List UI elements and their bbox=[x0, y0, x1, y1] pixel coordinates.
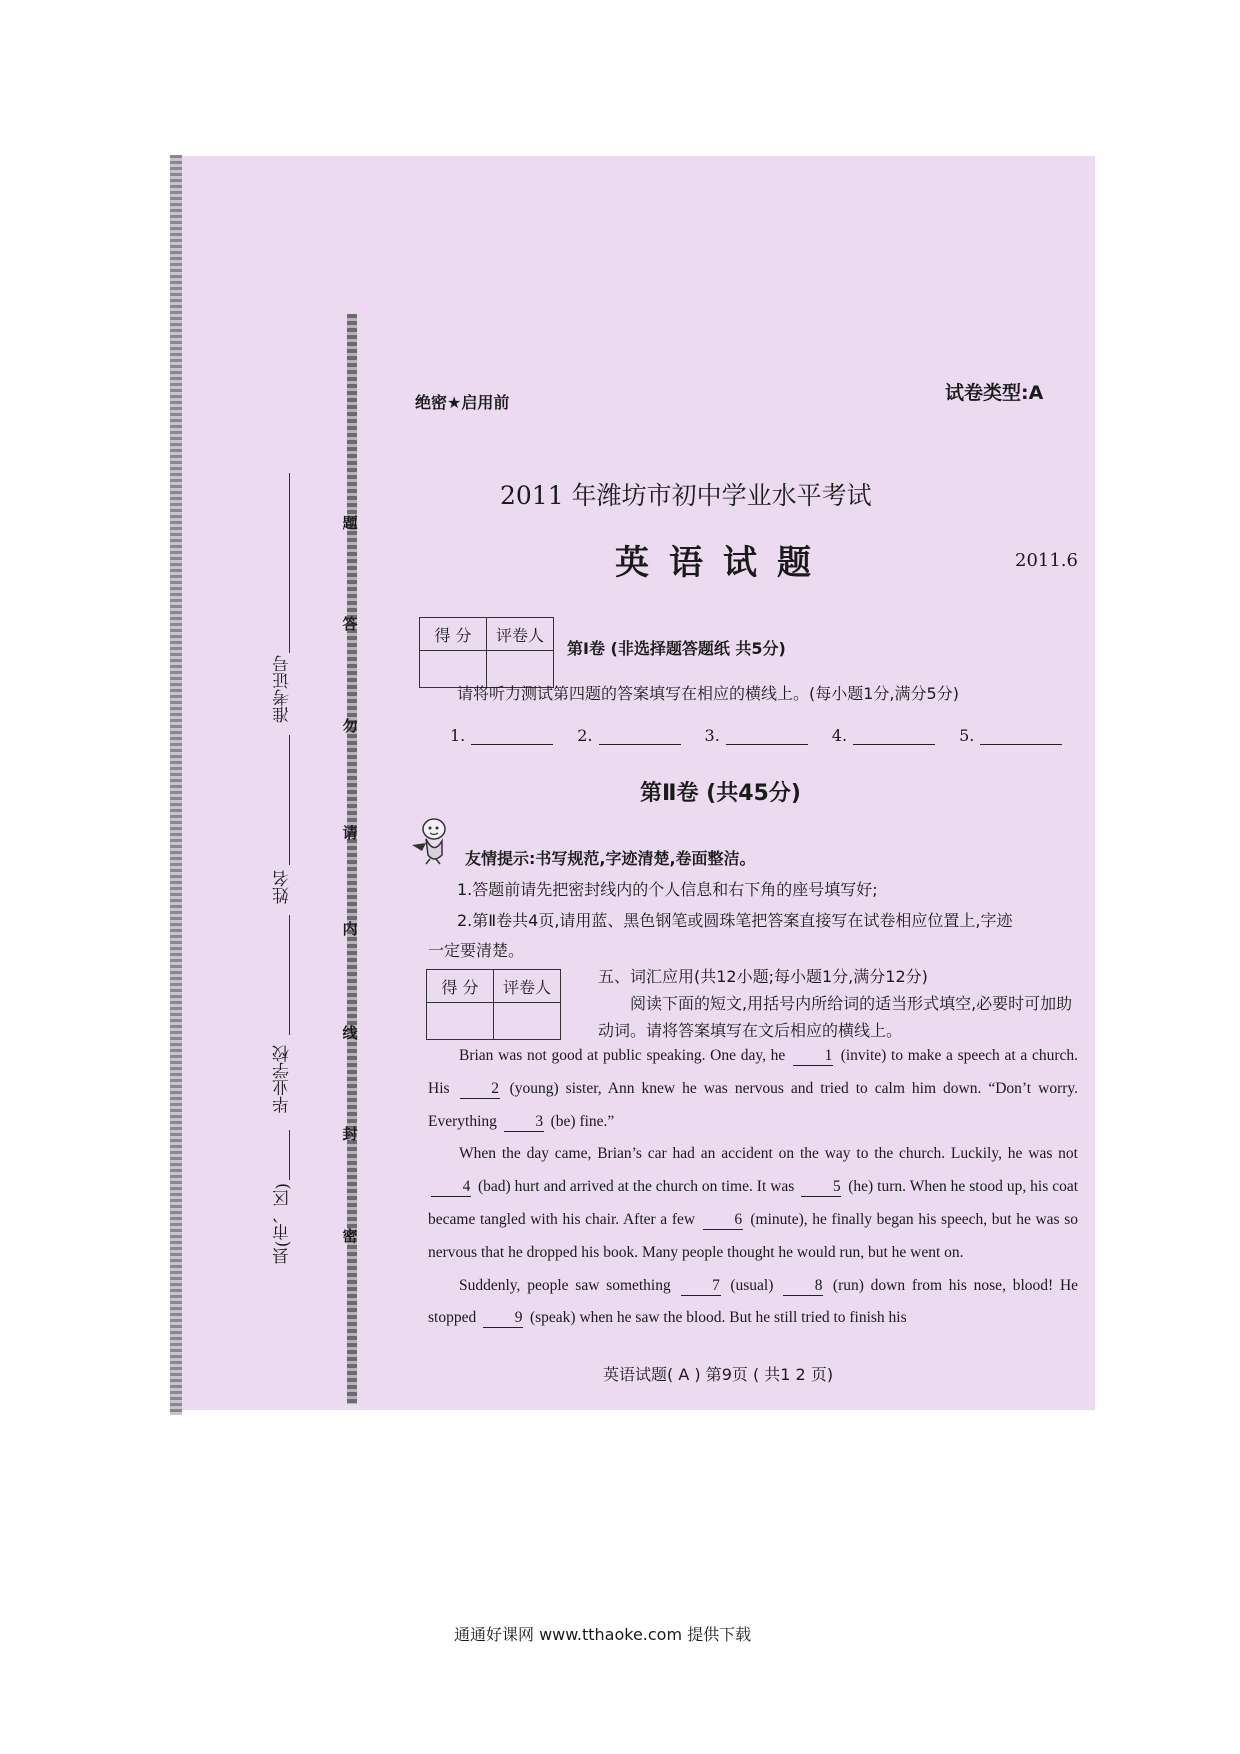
county-label: 县(市、区) bbox=[273, 1183, 293, 1265]
seal-char-5: 内 bbox=[342, 920, 358, 938]
blank-item[interactable] bbox=[832, 726, 935, 745]
grader-cell[interactable] bbox=[494, 1003, 561, 1040]
answer-line[interactable] bbox=[853, 728, 935, 745]
passage-text: When the day came, Brian’s car had an accident on the way to the church. Luckily, he was not bbox=[459, 1145, 1078, 1163]
page-footer: 英语试题( A ) 第9页 ( 共1 2 页) bbox=[603, 1365, 834, 1384]
blank-item[interactable] bbox=[959, 726, 1062, 745]
school-line[interactable] bbox=[289, 915, 290, 1035]
blank-item[interactable] bbox=[577, 726, 680, 745]
exam-id-line[interactable] bbox=[289, 473, 290, 653]
seal-char-2: 答 bbox=[342, 615, 358, 633]
part2-heading: 第Ⅱ卷 (共45分) bbox=[640, 781, 801, 806]
passage-text: (minute), he finally began his speech, but he was so nervous that he dropped his book. Many people thought he would run, but he went on. bbox=[428, 1210, 1079, 1261]
site-footer: 通通好课网 www.tthaoke.com 提供下载 bbox=[454, 1625, 752, 1644]
passage-text: Brian was not good at public speaking. One day, he bbox=[459, 1047, 786, 1064]
paper-type: 试卷类型:A bbox=[945, 382, 1044, 404]
answer-line[interactable] bbox=[980, 728, 1062, 745]
answer-line[interactable] bbox=[726, 728, 808, 745]
answer-blank-8[interactable]: 8 bbox=[783, 1277, 823, 1296]
passage-text: (bad) hurt and arrived at the church on time. It was bbox=[477, 1178, 795, 1196]
binding-edge bbox=[170, 155, 182, 1415]
blank-number: 3. bbox=[704, 726, 720, 745]
passage-text: (he) turn. When he stood up, his coat became tangled with his chair. After a few bbox=[428, 1178, 1079, 1228]
cloze-passage bbox=[428, 1040, 1078, 1335]
answer-blank-5[interactable]: 5 bbox=[801, 1178, 841, 1197]
answer-blank-1[interactable]: 1 bbox=[793, 1047, 833, 1066]
score-label: 得 分 bbox=[420, 618, 487, 651]
grader-label: 评卷人 bbox=[487, 618, 554, 651]
seal-char-3: 勿 bbox=[342, 717, 358, 735]
passage-text: (usual) bbox=[730, 1276, 774, 1294]
answer-blank-9[interactable]: 9 bbox=[483, 1309, 523, 1328]
paragraph-3 bbox=[428, 1270, 1078, 1336]
passage-text: (run) down from his nose, blood! He stopped bbox=[428, 1276, 1079, 1327]
part1-instruction: 请将听力测试第四题的答案填写在相应的横线上。(每小题1分,满分5分) bbox=[457, 684, 959, 703]
blank-item[interactable] bbox=[450, 726, 553, 745]
seal-char-8: 密 bbox=[342, 1227, 358, 1245]
section5-heading: 五、词汇应用(共12小题;每小题1分,满分12分) bbox=[598, 967, 928, 986]
score-cell[interactable] bbox=[427, 1003, 494, 1040]
passage-text: (speak) when he saw the blood. But he still tried to finish his bbox=[529, 1309, 907, 1327]
exam-date: 2011.6 bbox=[1015, 550, 1078, 571]
seal-char-7: 封 bbox=[342, 1125, 358, 1143]
blank-number: 4. bbox=[831, 726, 848, 745]
student-info-column bbox=[270, 465, 310, 1295]
passage-text: Suddenly, people saw something bbox=[459, 1276, 671, 1294]
blank-number: 2. bbox=[577, 726, 593, 745]
seal-char-6: 线 bbox=[342, 1024, 358, 1042]
paragraph-1 bbox=[428, 1040, 1078, 1138]
tip-2-line-1: 2.第Ⅱ卷共4页,请用蓝、黑色钢笔或圆珠笔把答案直接写在试卷相应位置上,字迹 bbox=[457, 911, 1013, 930]
passage-text: (young) sister, Ann knew he was nervous and tried to calm him down. “Don’t worry. Everything bbox=[428, 1079, 1079, 1130]
tip-1: 1.答题前请先把密封线内的个人信息和右下角的座号填写好; bbox=[457, 880, 878, 899]
secret-label: 绝密★启用前 bbox=[415, 393, 510, 412]
passage-text: (be) fine.” bbox=[550, 1112, 615, 1130]
school-label: 毕业学校 bbox=[273, 1045, 293, 1113]
blank-number: 1. bbox=[450, 726, 466, 745]
blank-item[interactable] bbox=[705, 726, 808, 745]
county-line[interactable] bbox=[289, 1130, 290, 1180]
tip-2-line-2: 一定要清楚。 bbox=[428, 941, 525, 960]
section5-instruction: 阅读下面的短文,用括号内所给词的适当形式填空,必要时可加助动词。请将答案填写在文后相应的横线上。 bbox=[598, 994, 1073, 1040]
exam-title: 2011 年潍坊市初中学业水平考试 bbox=[500, 481, 872, 510]
exam-id-label: 准考证号 bbox=[273, 655, 293, 723]
score-box-part1 bbox=[419, 617, 554, 688]
seal-char-1: 题 bbox=[342, 514, 358, 532]
name-label: 姓名 bbox=[273, 870, 293, 904]
answer-blank-4[interactable]: 4 bbox=[431, 1178, 471, 1197]
passage-text: (invite) to make a speech at a church. His bbox=[428, 1047, 1079, 1097]
blank-number: 5. bbox=[959, 726, 975, 745]
answer-blank-6[interactable]: 6 bbox=[703, 1211, 743, 1230]
score-box-section5 bbox=[426, 969, 561, 1040]
answer-line[interactable] bbox=[599, 728, 681, 745]
answer-blank-7[interactable]: 7 bbox=[681, 1277, 721, 1296]
listening-answer-blanks bbox=[450, 726, 1050, 745]
paragraph-2 bbox=[428, 1138, 1078, 1269]
name-line[interactable] bbox=[289, 735, 290, 865]
subject-title: 英语试题 bbox=[615, 543, 831, 583]
answer-blank-3[interactable]: 3 bbox=[504, 1113, 544, 1132]
part1-heading: 第Ⅰ卷 (非选择题答题纸 共5分) bbox=[567, 639, 786, 658]
answer-line[interactable] bbox=[471, 728, 553, 745]
answer-blank-2[interactable]: 2 bbox=[460, 1080, 500, 1099]
grader-label: 评卷人 bbox=[494, 970, 561, 1003]
seal-char-4: 请 bbox=[342, 824, 358, 842]
tip-heading: 友情提示:书写规范,字迹清楚,卷面整洁。 bbox=[465, 849, 756, 868]
score-label: 得 分 bbox=[427, 970, 494, 1003]
mascot-icon bbox=[408, 815, 454, 865]
